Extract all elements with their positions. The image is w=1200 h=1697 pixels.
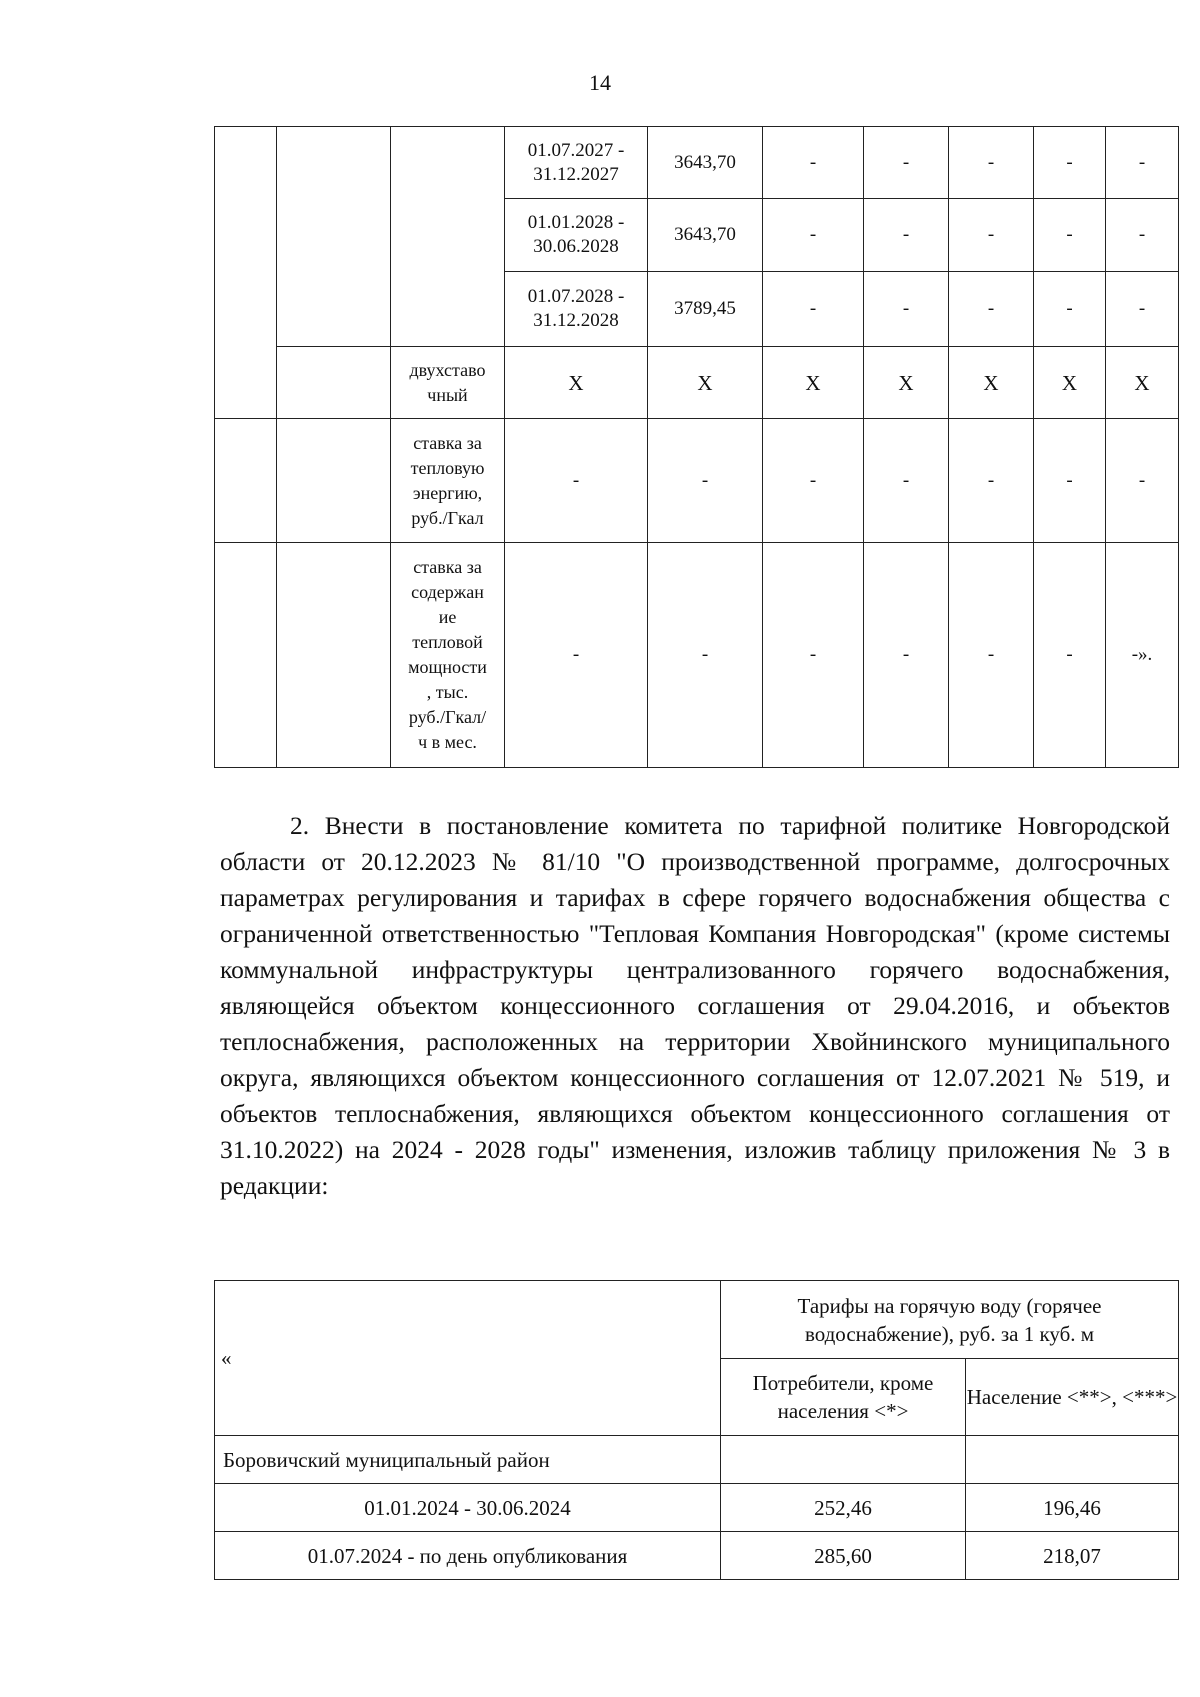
dash-cell: - <box>1106 272 1179 347</box>
period-cell: 01.07.2027 - 31.12.2027 <box>505 127 648 199</box>
period-cell: 01.07.2024 - по день опубликования <box>215 1532 721 1580</box>
empty-cell <box>277 347 391 419</box>
page-number: 14 <box>589 70 611 95</box>
dash-cell: - <box>763 419 864 543</box>
x-mark: X <box>763 347 864 419</box>
empty-cell <box>966 1436 1179 1484</box>
empty-cell <box>277 127 391 347</box>
two-part-label: двухставо чный <box>391 347 505 419</box>
dash-cell: - <box>949 272 1034 347</box>
table-row <box>215 543 1179 768</box>
tariff-value: 3789,45 <box>648 272 763 347</box>
hot-water-tariff-table <box>214 1280 1179 1580</box>
table-row <box>215 1436 1179 1484</box>
col-population-header: Население <**>, <***> <box>966 1359 1179 1436</box>
tariff-table-continued <box>214 126 1179 768</box>
tariff-value: 3643,70 <box>648 199 763 272</box>
dash-cell: - <box>763 272 864 347</box>
x-mark: X <box>505 347 648 419</box>
x-mark: X <box>1034 347 1106 419</box>
dash-cell: - <box>1106 419 1179 543</box>
dash-cell: - <box>949 199 1034 272</box>
period-cell: 01.01.2028 - 30.06.2028 <box>505 199 648 272</box>
x-mark: X <box>864 347 949 419</box>
dash-cell: - <box>1034 199 1106 272</box>
x-mark: X <box>949 347 1034 419</box>
dash-cell: -». <box>1106 543 1179 768</box>
consumers-value: 285,60 <box>721 1532 966 1580</box>
table-row <box>215 1281 1179 1359</box>
dash-cell: - <box>1034 127 1106 199</box>
x-mark: X <box>1106 347 1179 419</box>
consumers-value: 252,46 <box>721 1484 966 1532</box>
dash-cell: - <box>949 127 1034 199</box>
empty-cell <box>277 543 391 768</box>
dash-cell: - <box>949 419 1034 543</box>
dash-cell: - <box>1034 272 1106 347</box>
dash-cell: - <box>864 419 949 543</box>
dash-cell: - <box>1034 543 1106 768</box>
table-row <box>215 1532 1179 1580</box>
dash-cell: - <box>1106 127 1179 199</box>
period-cell: 01.07.2028 - 31.12.2028 <box>505 272 648 347</box>
heat-rate-label: ставка за тепловую энергию, руб./Гкал <box>391 419 505 543</box>
dash-cell: - <box>763 543 864 768</box>
open-quote: « <box>215 1281 721 1436</box>
capacity-rate-label: ставка за содержан ие тепловой мощности , тыс. руб./Гкал/ ч в мес. <box>391 543 505 768</box>
dash-cell: - <box>864 127 949 199</box>
dash-cell: - <box>763 199 864 272</box>
empty-cell <box>277 419 391 543</box>
dash-cell: - <box>648 543 763 768</box>
dash-cell: - <box>505 419 648 543</box>
population-value: 218,07 <box>966 1532 1179 1580</box>
tariff-value: 3643,70 <box>648 127 763 199</box>
table-row <box>215 127 1179 199</box>
empty-cell <box>215 419 277 543</box>
dash-cell: - <box>864 543 949 768</box>
dash-cell: - <box>505 543 648 768</box>
dash-cell: - <box>763 127 864 199</box>
period-cell: 01.01.2024 - 30.06.2024 <box>215 1484 721 1532</box>
tariff-header: Тарифы на горячую воду (горячее водоснабжение), руб. за 1 куб. м <box>721 1281 1179 1359</box>
district-name: Боровичский муниципальный район <box>215 1436 721 1484</box>
dash-cell: - <box>864 272 949 347</box>
population-value: 196,46 <box>966 1484 1179 1532</box>
x-mark: X <box>648 347 763 419</box>
table-row <box>215 1484 1179 1532</box>
dash-cell: - <box>1106 199 1179 272</box>
dash-cell: - <box>949 543 1034 768</box>
empty-cell <box>391 127 505 347</box>
empty-cell <box>215 543 277 768</box>
empty-cell <box>721 1436 966 1484</box>
amendment-text: 2. Внести в постановление комитета по тарифной политике Новгородской области от 20.12.2023 № 81/10 "О производственной программе, долгосрочных параметрах регулирования и тарифах в сфере горячего водоснабжения общества с ограниченной ответственностью "Тепловая Компания Новгородская" (кроме системы коммунальной инфраструктуры централизованного горячего водоснабжения, являющейся объектом концессионного соглашения от 29.04.2016, и объектов теплоснабжения, расположенных на территории Хвойнинского муниципального округа, являющихся объектом концессионного соглашения от 12.07.2021 № 519, и объектов теплоснабжения, являющихся объектом концессионного соглашения от 31.10.2022) на 2024 - 2028 годы" изменения, изложив таблицу приложения № 3 в редакции: <box>220 811 1170 1200</box>
table-row <box>215 419 1179 543</box>
table-row <box>215 347 1179 419</box>
dash-cell: - <box>864 199 949 272</box>
col-consumers-header: Потребители, кроме населения <*> <box>721 1359 966 1436</box>
amendment-paragraph <box>220 808 1170 1204</box>
dash-cell: - <box>648 419 763 543</box>
dash-cell: - <box>1034 419 1106 543</box>
empty-cell <box>215 127 277 419</box>
